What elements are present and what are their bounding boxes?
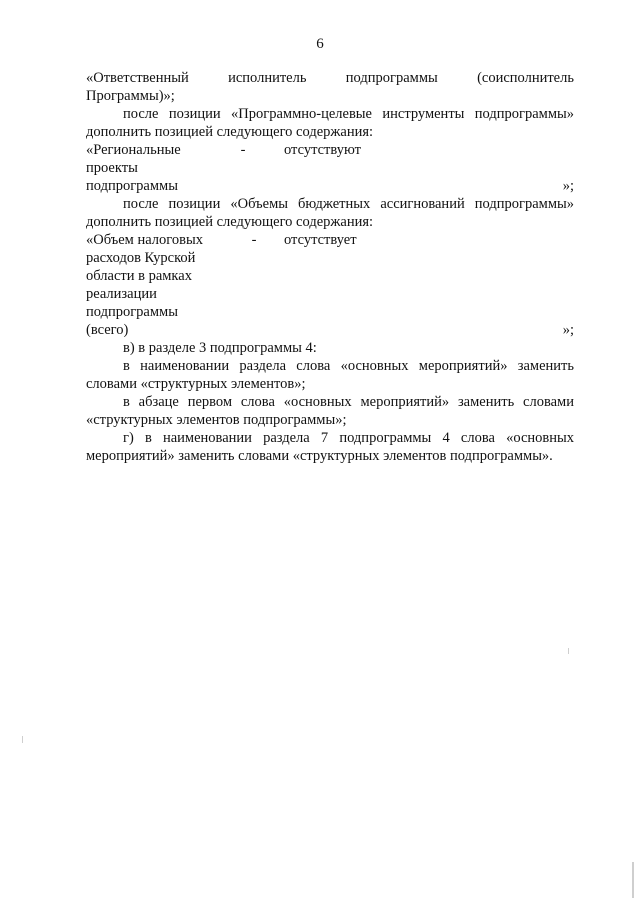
scan-speck	[568, 648, 569, 654]
paragraph-4: в) в разделе 3 подпрограммы 4:	[123, 340, 317, 356]
table-dash: -	[240, 142, 246, 158]
table-label-line: расходов Курской	[86, 250, 196, 266]
table-regional-projects	[86, 141, 574, 195]
scan-speck	[22, 736, 23, 743]
paragraph-1-line-1: «Ответственный исполнитель подпрограммы (соисполнитель	[86, 70, 574, 86]
table-label-line: «Объем налоговых	[86, 232, 203, 248]
page-number: 6	[316, 36, 324, 52]
table-label-line: «Региональные	[86, 142, 181, 158]
table-dash: -	[251, 232, 257, 248]
paragraph-1-line-2: Программы)»;	[86, 88, 175, 104]
table-value: отсутствует	[284, 232, 357, 248]
paragraph-6: в абзаце первом слова «основных мероприятий» заменить словами «структурных элементов подпрограммы»;	[86, 394, 574, 428]
document-body	[86, 69, 574, 465]
table-label-line: проекты	[86, 160, 138, 176]
scan-edge-mark	[632, 862, 634, 898]
table-label-line: (всего)	[86, 322, 129, 338]
table-label-line: подпрограммы	[86, 178, 178, 194]
table-label-line: подпрограммы	[86, 304, 178, 320]
table-closing-quote: »;	[562, 322, 574, 338]
table-label-line: области в рамках	[86, 268, 192, 284]
paragraph-3: после позиции «Объемы бюджетных ассигнований подпрограммы» дополнить позицией следующего содержания:	[86, 196, 574, 230]
table-tax-expenditures	[86, 231, 574, 339]
paragraph-2: после позиции «Программно-целевые инструменты подпрограммы» дополнить позицией следующего содержания:	[86, 106, 574, 140]
table-value: отсутствуют	[284, 142, 361, 158]
table-label-line: реализации	[86, 286, 157, 302]
paragraph-7: г) в наименовании раздела 7 подпрограммы 4 слова «основных мероприятий» заменить словами «структурных элементов подпрограммы».	[86, 430, 574, 464]
paragraph-5: в наименовании раздела слова «основных мероприятий» заменить словами «структурных элементов»;	[86, 358, 574, 392]
table-closing-quote: »;	[562, 178, 574, 194]
